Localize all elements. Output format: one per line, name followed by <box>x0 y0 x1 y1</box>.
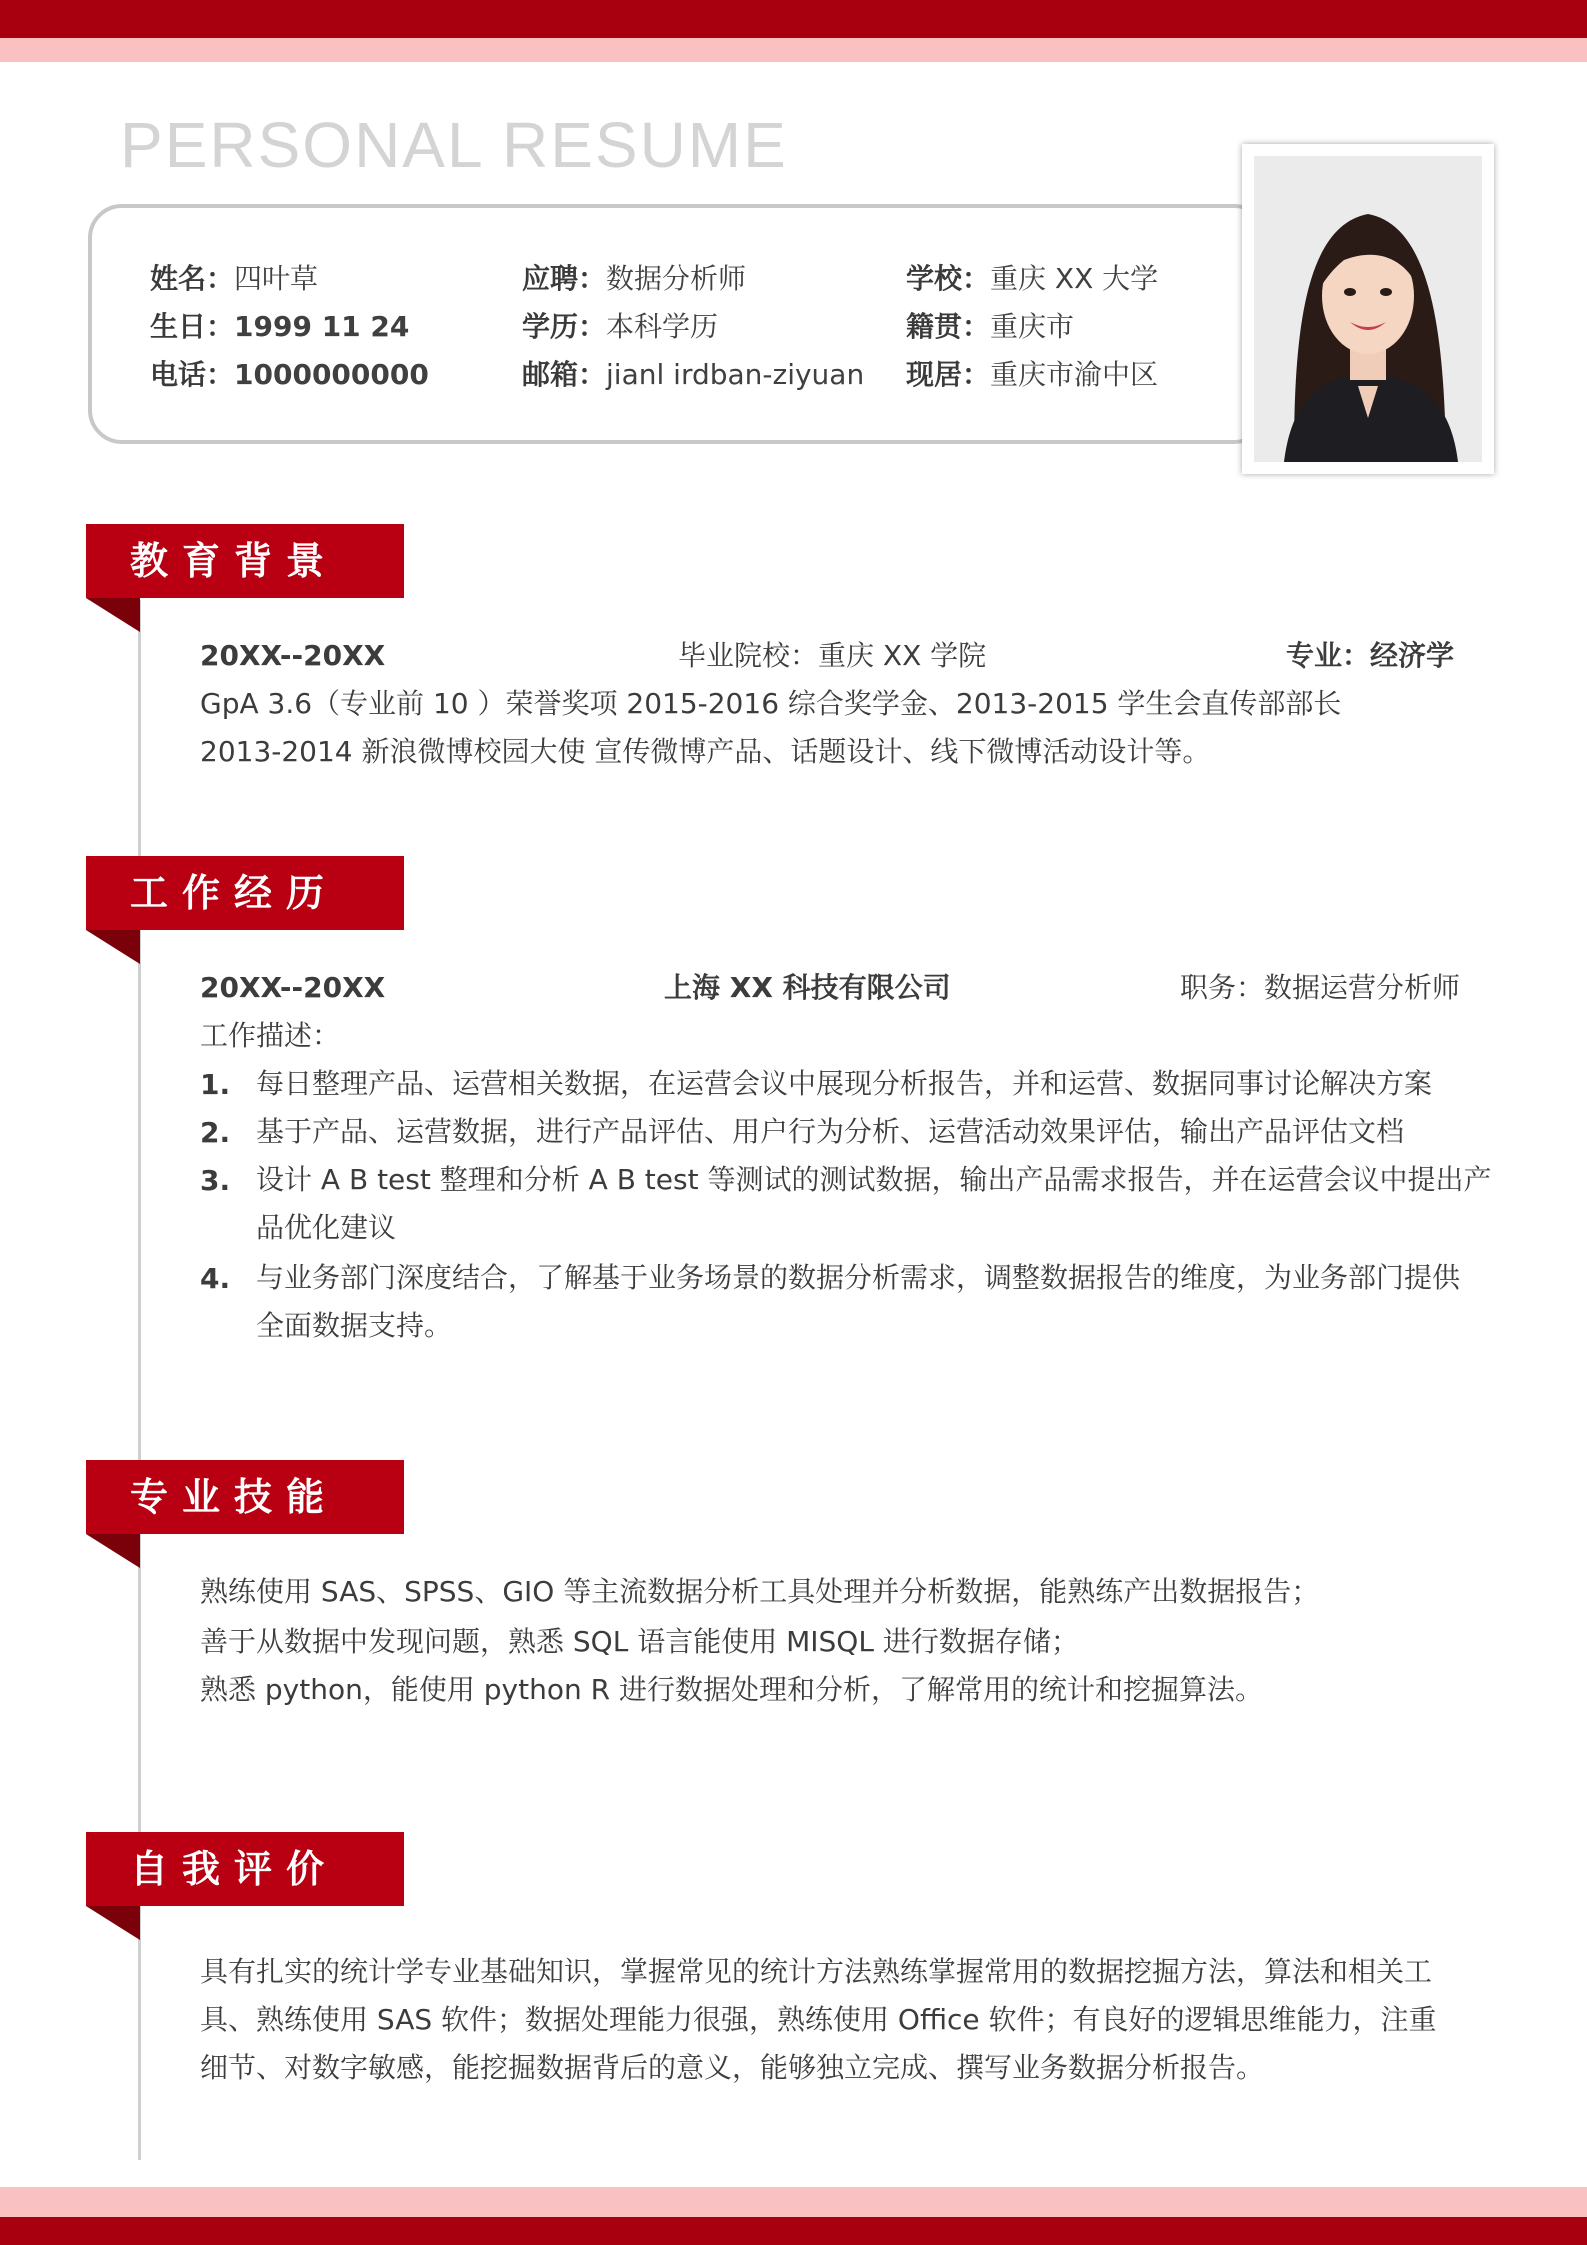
skills-line: 熟练使用 SAS、SPSS、GIO 等主流数据分析工具处理并分析数据，能熟练产出数据报告； <box>200 1575 1320 1608</box>
education-major: 专业：经济学 <box>1286 639 1455 672</box>
top-band-dark <box>0 0 1587 38</box>
work-period: 20XX--20XX <box>200 971 386 1004</box>
work-item-text: 基于产品、运营数据，进行产品评估、用户行为分析、运营活动效果评估，输出产品评估文档 <box>256 1115 1405 1148</box>
education-detail-1: GpA 3.6（专业前 10 ）荣誉奖项 2015-2016 综合奖学金、2013-2015 学生会直传部部长 <box>200 687 1342 720</box>
top-band-light <box>0 38 1587 62</box>
section-header-self-eval: 自我评价 <box>86 1832 404 1906</box>
info-school: 学校：重庆 XX 大学 <box>906 262 1159 295</box>
section-fold-work <box>86 930 140 964</box>
section-header-skills: 专业技能 <box>86 1460 404 1534</box>
education-school: 毕业院校：重庆 XX 学院 <box>678 639 987 672</box>
self-eval-line: 具、熟练使用 SAS 软件；数据处理能力很强，熟练使用 Office 软件；有良好的逻辑思维能力，注重 <box>200 2003 1437 2036</box>
work-desc-label: 工作描述： <box>200 1019 341 1052</box>
work-item-text: 设计 A B test 整理和分析 A B test 等测试的测试数据，输出产品需求报告，并在运营会议中提出产 <box>256 1163 1492 1196</box>
work-item-number: 4. <box>200 1262 231 1295</box>
info-origin: 籍贯：重庆市 <box>906 310 1075 343</box>
section-header-work: 工作经历 <box>86 856 404 930</box>
work-item-number: 3. <box>200 1164 231 1197</box>
info-name: 姓名：四叶草 <box>150 262 319 295</box>
self-eval-line: 具有扎实的统计学专业基础知识，掌握常见的统计方法熟练掌握常用的数据挖掘方法，算法和相关工 <box>200 1955 1433 1988</box>
resume-title: PERSONAL RESUME <box>120 109 788 181</box>
section-header-education: 教育背景 <box>86 524 404 598</box>
info-apply: 应聘：数据分析师 <box>522 262 747 295</box>
info-degree: 学历：本科学历 <box>522 310 719 343</box>
portrait-photo-icon <box>1254 156 1482 462</box>
skills-line: 熟悉 python，能使用 python R 进行数据处理和分析，了解常用的统计和挖掘算法。 <box>200 1673 1263 1706</box>
bottom-band-light <box>0 2187 1587 2217</box>
info-residence: 现居：重庆市渝中区 <box>906 358 1159 391</box>
info-birthday: 生日：1999 11 24 <box>150 310 410 343</box>
work-item-text: 与业务部门深度结合，了解基于业务场景的数据分析需求，调整数据报告的维度，为业务部门提供 <box>256 1261 1461 1294</box>
work-item-text: 每日整理产品、运营相关数据，在运营会议中展现分析报告，并和运营、数据同事讨论解决方案 <box>256 1067 1433 1100</box>
work-item-text: 全面数据支持。 <box>256 1309 453 1342</box>
section-fold-education <box>86 598 140 632</box>
work-position: 职务：数据运营分析师 <box>1180 971 1461 1004</box>
section-fold-skills <box>86 1534 140 1568</box>
info-phone: 电话：1000000000 <box>150 358 429 391</box>
bottom-band-dark <box>0 2217 1587 2245</box>
work-item-number: 1. <box>200 1068 231 1101</box>
work-company: 上海 XX 科技有限公司 <box>664 971 951 1004</box>
education-detail-2: 2013-2014 新浪微博校园大使 宣传微博产品、话题设计、线下微博活动设计等。 <box>200 735 1211 768</box>
info-email: 邮箱：jianl irdban-ziyuan <box>522 358 865 391</box>
self-eval-line: 细节、对数字敏感，能挖掘数据背后的意义，能够独立完成、撰写业务数据分析报告。 <box>200 2051 1265 2084</box>
photo-frame <box>1242 144 1494 474</box>
skills-line: 善于从数据中发现问题，熟悉 SQL 语言能使用 MISQL 进行数据存储； <box>200 1625 1079 1658</box>
section-fold-self-eval <box>86 1906 140 1940</box>
work-item-text: 品优化建议 <box>256 1211 397 1244</box>
work-item-number: 2. <box>200 1116 231 1149</box>
education-period: 20XX--20XX <box>200 639 386 672</box>
